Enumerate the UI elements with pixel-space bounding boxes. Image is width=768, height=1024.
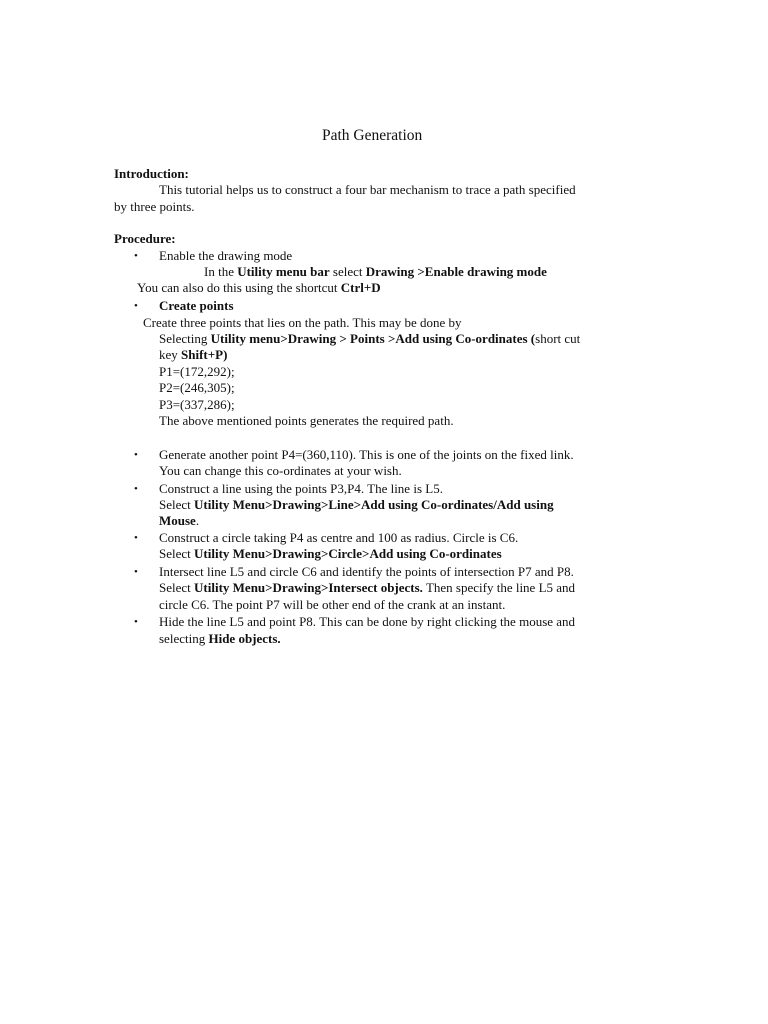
text-run: by three points.	[114, 199, 195, 214]
text-run: The above mentioned points generates the required path.	[159, 413, 454, 428]
bold-text: Utility menu bar	[237, 264, 330, 279]
text-run: Select	[159, 580, 195, 595]
bold-text: Ctrl+D	[340, 280, 381, 295]
step-line	[159, 380, 235, 396]
text-run: select	[329, 264, 366, 279]
bold-text: Utility menu>Drawing > Points >Add using Co-ordinates (	[210, 331, 536, 346]
step-line	[159, 614, 575, 630]
bold-text: Utility Menu>Drawing>Line>Add using Co-ordinates/Add using	[194, 497, 554, 512]
step-line	[159, 513, 199, 529]
text-run: Hide the line L5 and point P8. This can be done by right clicking the mouse and	[159, 614, 576, 629]
text-run: This tutorial helps us to construct a four bar mechanism to trace a path specified	[159, 182, 576, 197]
bold-text: Create points	[159, 298, 234, 313]
text-run: Selecting	[159, 331, 211, 346]
text-run: Intersect line L5 and circle C6 and identify the points of intersection P7 and P8.	[159, 564, 574, 579]
step-line	[159, 447, 574, 463]
list-bullet: •	[134, 566, 138, 578]
page-title: Path Generation	[322, 127, 423, 144]
introduction-line	[114, 199, 195, 215]
bold-text: Mouse	[159, 513, 196, 528]
text-run: Select	[159, 546, 195, 561]
text-run: Then specify the line L5 and	[422, 580, 576, 595]
procedure-heading: Procedure:	[114, 231, 176, 246]
step-line	[159, 364, 235, 380]
step-line	[159, 497, 554, 513]
text-run: You can also do this using the shortcut	[137, 280, 341, 295]
text-run: Generate another point P4=(360,110). This is one of the joints on the fixed link.	[159, 447, 574, 462]
text-run: .	[195, 513, 200, 528]
bold-text: Utility Menu>Drawing>Intersect objects.	[194, 580, 423, 595]
bold-text: Hide objects.	[208, 631, 281, 646]
step-line	[159, 631, 281, 647]
bold-text: Utility Menu>Drawing>Circle>Add using Co-ordinates	[194, 546, 502, 561]
step-line	[159, 564, 574, 580]
list-bullet: •	[134, 250, 138, 262]
step-enable-drawing	[159, 248, 292, 264]
list-bullet: •	[134, 449, 138, 461]
list-bullet: •	[134, 483, 138, 495]
bold-text: Drawing >Enable drawing mode	[365, 264, 547, 279]
step-line	[159, 463, 402, 479]
text-run: Enable the drawing mode	[159, 248, 293, 263]
step-line	[159, 546, 502, 562]
list-bullet: •	[134, 616, 138, 628]
introduction-line	[159, 182, 576, 198]
text-run: Construct a line using the points P3,P4. The line is L5.	[159, 481, 443, 496]
text-run: circle C6. The point P7 will be other end of the crank at an instant.	[159, 597, 506, 612]
text-run: key	[159, 347, 182, 362]
list-bullet: •	[134, 300, 138, 312]
step-create-points	[159, 298, 234, 314]
step-line	[159, 530, 518, 546]
text-run: P3=(337,286);	[159, 397, 235, 412]
text-run: Create three points that lies on the path. This may be done by	[143, 315, 462, 330]
bold-text: Shift+P)	[181, 347, 228, 362]
text-run: Select	[159, 497, 195, 512]
step-line	[159, 331, 580, 347]
step-line	[159, 481, 443, 497]
introduction-heading: Introduction:	[114, 166, 189, 181]
text-run: short cut	[535, 331, 581, 346]
step-line	[159, 347, 227, 363]
list-bullet: •	[134, 532, 138, 544]
text-run: In the	[204, 264, 238, 279]
text-run: P1=(172,292);	[159, 364, 235, 379]
step-line	[159, 413, 454, 429]
text-run: P2=(246,305);	[159, 380, 235, 395]
step-line	[159, 580, 575, 596]
text-run: selecting	[159, 631, 209, 646]
step-line	[159, 597, 505, 613]
step-line	[143, 315, 462, 331]
step-line	[204, 264, 547, 280]
step-line	[137, 280, 381, 296]
step-line	[159, 397, 235, 413]
text-run: Construct a circle taking P4 as centre and 100 as radius. Circle is C6.	[159, 530, 519, 545]
text-run: You can change this co-ordinates at your wish.	[159, 463, 402, 478]
